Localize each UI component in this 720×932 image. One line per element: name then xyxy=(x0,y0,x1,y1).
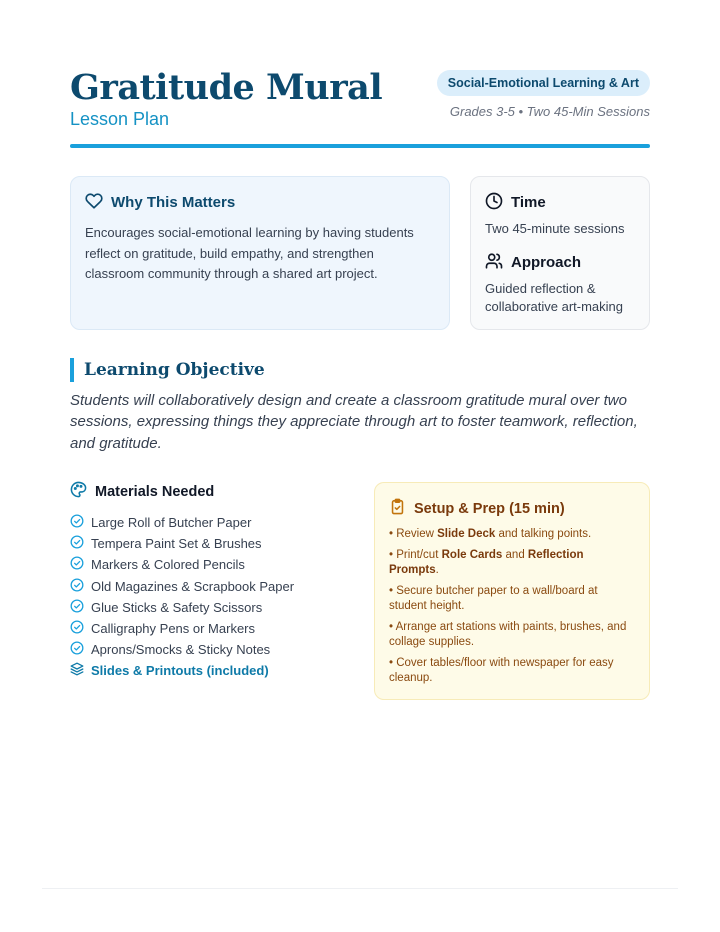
check-circle-icon xyxy=(70,578,84,595)
page-title: Gratitude Mural xyxy=(70,67,383,108)
slides-printouts-link[interactable] xyxy=(70,660,294,681)
heart-icon xyxy=(85,192,103,215)
why-title: Why This Matters xyxy=(111,194,236,211)
objective-text: Students will collaboratively design and create a classroom gratitude mural over two sessions, expressing things they appreciate through art to foster teamwork, reflection, and gratitude. xyxy=(70,392,638,452)
users-icon xyxy=(485,252,503,275)
material-label: Markers & Colored Pencils xyxy=(91,557,245,573)
list-item: • Arrange art stations with paints, brushes, and collage supplies. xyxy=(389,621,627,648)
list-item xyxy=(70,512,294,533)
grade-session-meta: Grades 3-5 • Two 45-Min Sessions xyxy=(449,104,650,119)
subject-badge: Social-Emotional Learning & Art xyxy=(437,70,650,96)
time-approach-card xyxy=(470,176,650,330)
why-text: Encourages social-emotional learning by having students reflect on gratitude, build empathy, and strengthen classroom community through a shared art project. xyxy=(85,225,414,281)
footer-divider xyxy=(42,888,678,889)
list-item: • Review Slide Deck and talking points. xyxy=(389,528,592,540)
list-item xyxy=(70,639,294,660)
list-item xyxy=(70,618,294,639)
list-item xyxy=(70,576,294,597)
material-label: Tempera Paint Set & Brushes xyxy=(91,536,262,552)
setup-prep-card xyxy=(374,482,650,700)
clock-icon xyxy=(485,192,503,215)
time-text: Two 45-minute sessions xyxy=(485,221,625,236)
check-circle-icon xyxy=(70,620,84,637)
lesson-header xyxy=(70,66,650,148)
materials-list xyxy=(70,512,294,682)
check-circle-icon xyxy=(70,535,84,552)
clipboard-check-icon xyxy=(389,498,406,520)
materials-title: Materials Needed xyxy=(95,484,215,500)
setup-list xyxy=(389,527,635,686)
material-label: Large Roll of Butcher Paper xyxy=(91,515,252,531)
material-label: Glue Sticks & Safety Scissors xyxy=(91,599,263,615)
list-item: • Print/cut Role Cards and Reflection Prompts. xyxy=(389,549,584,576)
objective-heading xyxy=(70,358,265,382)
check-circle-icon xyxy=(70,641,84,658)
layers-icon xyxy=(70,662,84,679)
why-this-matters-card xyxy=(70,176,450,330)
material-label: Old Magazines & Scrapbook Paper xyxy=(91,578,295,594)
slides-link-label[interactable]: Slides & Printouts (included) xyxy=(91,663,269,679)
page-subtitle: Lesson Plan xyxy=(70,109,170,129)
list-item xyxy=(70,533,294,554)
list-item xyxy=(70,554,294,575)
material-label: Calligraphy Pens or Markers xyxy=(91,621,256,637)
approach-text: Guided reflection & collaborative art-making xyxy=(485,281,624,314)
list-item: • Cover tables/floor with newspaper for easy cleanup. xyxy=(389,657,614,684)
objective-title: Learning Objective xyxy=(84,360,265,380)
list-item xyxy=(70,597,294,618)
check-circle-icon xyxy=(70,599,84,616)
material-label: Aprons/Smocks & Sticky Notes xyxy=(91,642,271,658)
materials-heading xyxy=(70,482,214,502)
check-circle-icon xyxy=(70,514,84,531)
list-item: • Secure butcher paper to a wall/board at student height. xyxy=(389,585,598,612)
palette-icon xyxy=(70,481,87,503)
approach-title: Approach xyxy=(511,254,582,271)
time-title: Time xyxy=(511,194,546,211)
setup-title: Setup & Prep (15 min) xyxy=(414,501,565,517)
header-divider xyxy=(70,144,650,148)
check-circle-icon xyxy=(70,556,84,573)
